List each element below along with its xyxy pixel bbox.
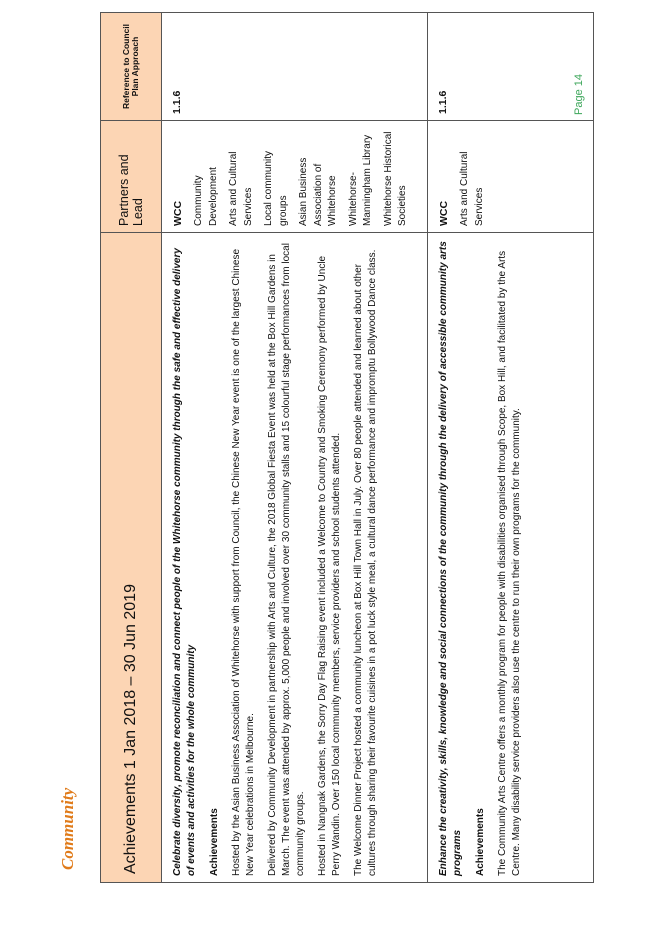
achievement-paragraph: The Welcome Dinner Project hosted a community luncheon at Box Hill Town Hall in July. Over 80 people attended and learned about other cultures through sharing their favourite cuisines in a pot luck style meal, a cultural dance performance and impromptu Bollywood Dance class. [353, 249, 378, 876]
achievements-cell [428, 233, 594, 883]
achievements-label: Achievements [475, 808, 486, 876]
header-achievements: Achievements 1 Jan 2018 – 30 Jun 2019 [101, 233, 162, 883]
partner-item: Community Development [193, 167, 219, 226]
achievements-label: Achievements [209, 808, 220, 876]
goal-statement: Celebrate diversity, promote reconciliation and connect people of the Whitehorse community through the safe and effective delivery of events and activities for the whole community [172, 248, 197, 876]
table-row [428, 13, 594, 883]
reference-cell [428, 13, 594, 121]
partner-item: Whitehorse-Manningham Library [347, 134, 374, 226]
partner-item: Arts and Cultural Services [459, 151, 485, 226]
partners-cell [428, 121, 594, 233]
council-plan-reference: 1.1.6 [171, 90, 183, 114]
achievements-cell [162, 233, 428, 883]
table-row [162, 13, 428, 883]
partner-item: Arts and Cultural Services [228, 151, 254, 226]
partners-cell [162, 121, 428, 233]
lead-partner: WCC [438, 200, 450, 226]
header-reference: Reference to Council Plan Approach [101, 13, 162, 121]
reference-cell [162, 13, 428, 121]
partner-item: Whitehorse Historical Societies [382, 131, 409, 226]
header-partners: Partners and Lead [101, 121, 162, 233]
lead-partner: WCC [172, 200, 184, 226]
achievements-table [100, 12, 594, 883]
table-header-row [101, 13, 162, 883]
achievement-paragraph: Hosted by the Asian Business Association of Whitehorse with support from Council, the Chinese New Year event is one of the largest Chinese New Year celebrations in Melbourne. [231, 248, 256, 876]
partner-item: Asian Business Association of Whitehorse [298, 157, 339, 226]
section-title: Community [58, 787, 77, 870]
goal-statement: Enhance the creativity, skills, knowledge and social connections of the community through the delivery of accessible community arts programs [438, 241, 463, 876]
council-plan-reference: 1.1.6 [437, 90, 449, 114]
achievement-paragraph: The Community Arts Centre offers a monthly program for people with disabilities organised through Scope, Box Hill, and facilitated by the Arts Centre. Many disability service providers also use the centre to run their own programs for the community. [497, 250, 522, 876]
achievement-paragraph: Hosted in Nangnak Gardens, the Sorry Day Flag Raising event included a Welcome to Country and Smoking Ceremony performed by Uncle Perry Wandin. Over 150 local community members, service providers and school students attended. [317, 255, 342, 876]
page-number: Page 14 [573, 74, 585, 115]
achievement-paragraph: Delivered by Community Development in partnership with Arts and Culture, the 2018 Global Fiesta Event was held at the Box Hill Gardens in March. The event was attended by approx. 5,000 people and involved over 30 community stalls and 15 colourful stage performances from local community groups. [267, 243, 306, 876]
partner-item: Local community groups [263, 150, 289, 226]
